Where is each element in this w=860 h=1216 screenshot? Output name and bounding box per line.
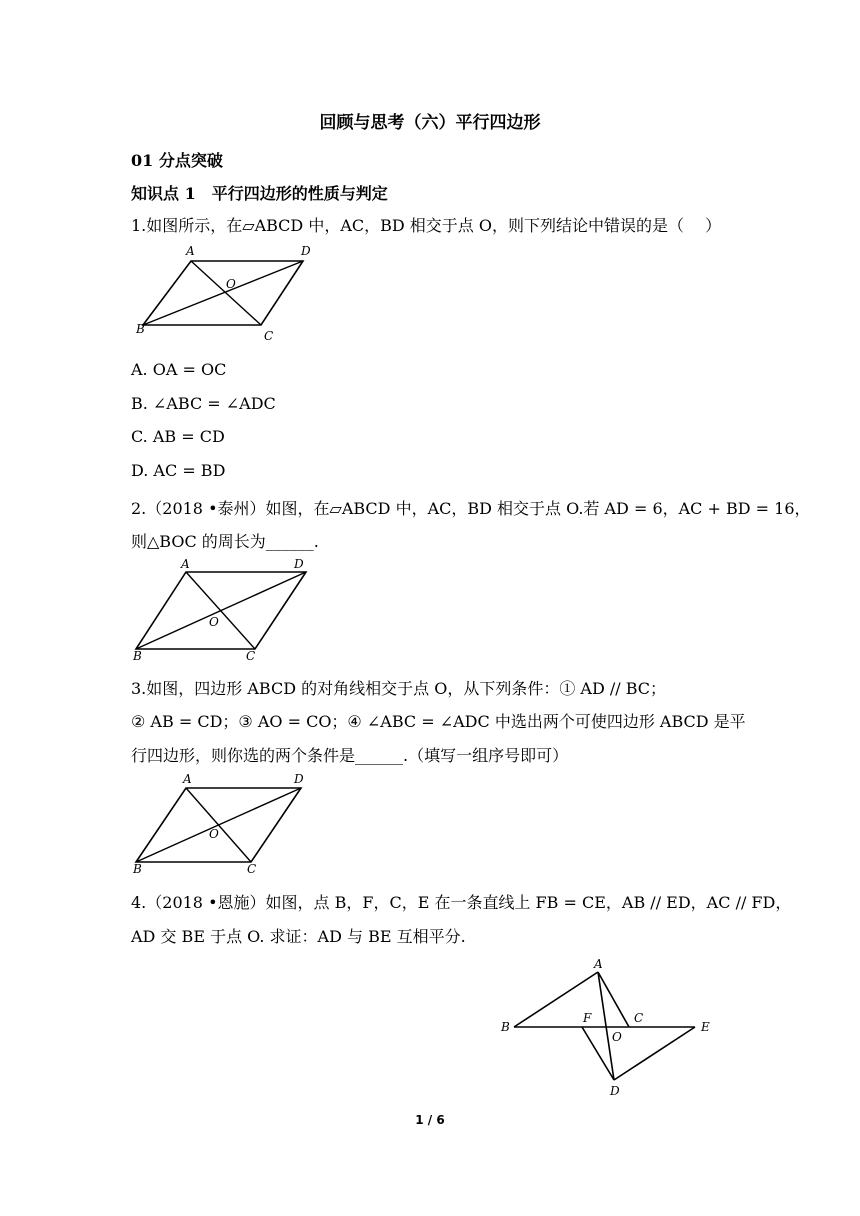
q4-line2: AD 交 BE 于点 O. 求证：AD 与 BE 互相平分. xyxy=(131,927,466,946)
q1-label-c: C xyxy=(264,329,274,343)
q4-label-a: A xyxy=(594,957,603,971)
q1-option-b: B. ∠ABC = ∠ADC xyxy=(131,394,276,413)
q3-label-d: D xyxy=(294,772,304,786)
q2-line1: 2.（2018 •泰州）如图，在▱ABCD 中，AC，BD 相交于点 O.若 AD = 6，AC + BD = 16， xyxy=(131,499,811,518)
q3-label-b: B xyxy=(133,862,142,876)
q4-label-b: B xyxy=(501,1020,510,1034)
section-heading: 01 分点突破 xyxy=(131,151,223,170)
q2-label-c: C xyxy=(246,649,256,663)
q1-option-d: D. AC = BD xyxy=(131,461,226,480)
q4-label-e: E xyxy=(701,1020,710,1034)
q3-label-o: O xyxy=(209,827,219,841)
q1-option-a: A. OA = OC xyxy=(131,360,227,379)
q1-label-a: A xyxy=(186,244,195,258)
q1-figure xyxy=(131,240,321,345)
q3-figure xyxy=(131,770,331,880)
q4-label-c: C xyxy=(634,1011,644,1025)
q3-label-a: A xyxy=(183,772,192,786)
q2-label-d: D xyxy=(294,557,304,571)
q4-line1: 4.（2018 •恩施）如图，点 B，F，C，E 在一条直线上 FB = CE，AB // ED，AC // FD， xyxy=(131,893,792,912)
q2-line2: 则△BOC 的周长为______. xyxy=(131,532,319,551)
page-title: 回顾与思考（六）平行四边形 xyxy=(319,113,541,133)
q1-label-b: B xyxy=(136,322,145,336)
q3-line2: ② AB = CD；③ AO = CO；④ ∠ABC = ∠ADC 中选出两个可使四边形 ABCD 是平 xyxy=(131,712,746,731)
q1-stem: 1.如图所示，在▱ABCD 中，AC，BD 相交于点 O，则下列结论中错误的是（ ） xyxy=(131,216,722,235)
q3-line3: 行四边形，则你选的两个条件是______.（填写一组序号即可） xyxy=(131,746,569,765)
q3-label-c: C xyxy=(247,862,257,876)
q4-label-d: D xyxy=(610,1084,620,1098)
knowledge-point-heading: 知识点 1 平行四边形的性质与判定 xyxy=(131,184,388,203)
q1-label-o: O xyxy=(226,277,236,291)
q2-figure xyxy=(131,556,331,666)
q2-label-b: B xyxy=(133,649,142,663)
q4-figure xyxy=(498,955,728,1100)
q3-line1: 3.如图，四边形 ABCD 的对角线相交于点 O，从下列条件：① AD // BC； xyxy=(131,679,667,698)
q2-label-a: A xyxy=(181,557,190,571)
q1-option-c: C. AB = CD xyxy=(131,427,225,446)
page-number: 1 / 6 xyxy=(415,1113,445,1127)
q1-label-d: D xyxy=(301,244,311,258)
q2-label-o: O xyxy=(209,615,219,629)
q4-label-o: O xyxy=(612,1030,622,1044)
q4-label-f: F xyxy=(583,1011,592,1025)
